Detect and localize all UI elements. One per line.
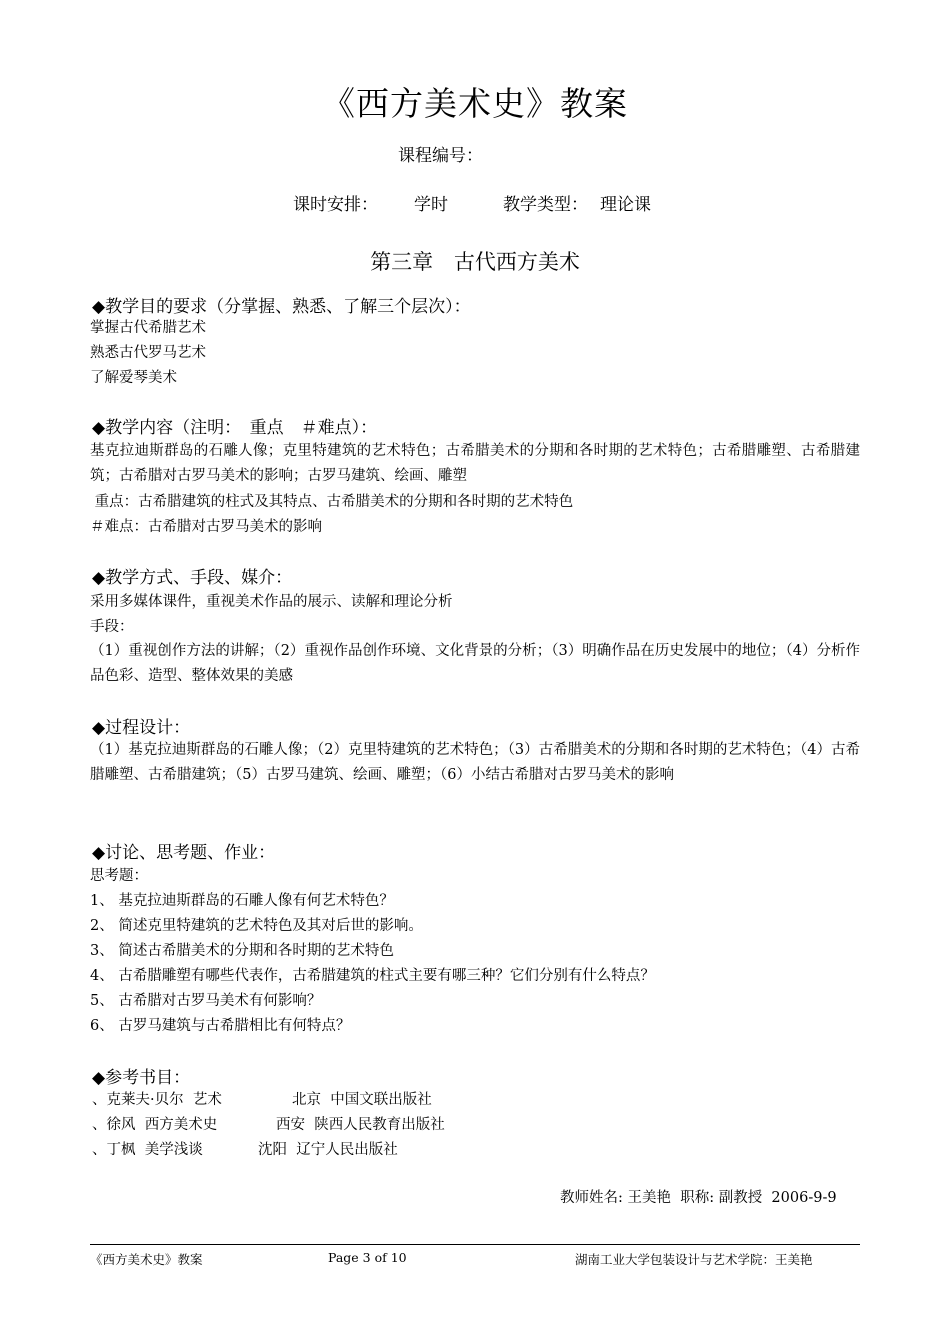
reference-book: 、丁枫 美学浅谈: [92, 1142, 203, 1158]
reference-publisher: 沈阳 辽宁人民出版社: [258, 1142, 398, 1158]
hours-label: 课时安排：: [293, 195, 378, 215]
footer-left: 《西方美术史》教案: [90, 1252, 203, 1267]
key-point-line: 重点：古希腊建筑的柱式及其特点、古希腊美术的分期和各时期的艺术特色: [90, 494, 574, 510]
question-item: 2、 简述克里特建筑的艺术特色及其对后世的影响。: [90, 918, 423, 934]
process-heading: ◆过程设计：: [92, 718, 191, 738]
type-label: 教学类型：: [503, 195, 588, 215]
reference-publisher: 北京 中国文联出版社: [292, 1092, 432, 1108]
process-paragraph: （1）基克拉迪斯群岛的石雕人像；（2）克里特建筑的艺术特色；（3）古希腊美术的分期和各时期的艺术特色；（4）古希腊雕塑、古希腊建筑；（5）古罗马建筑、绘画、雕塑；（6）小结古希腊对古罗马美术的影响: [90, 742, 860, 783]
reference-book: 、徐风 西方美术史: [92, 1117, 218, 1133]
methods-paragraph: （1）重视创作方法的讲解；（2）重视作品创作环境、文化背景的分析；（3）明确作品在历史发展中的地位；（4）分析作品色彩、造型、整体效果的美感: [90, 643, 860, 684]
course-number-label: 课程编号：: [398, 146, 483, 166]
objective-line: 熟悉古代罗马艺术: [90, 345, 206, 361]
questions-label: 思考题：: [90, 868, 148, 884]
objective-line: 了解爱琴美术: [90, 370, 177, 386]
means-label: 手段：: [90, 619, 134, 635]
footer-page-number: Page 3 of 10: [328, 1250, 407, 1265]
type-value: 理论课: [600, 195, 651, 215]
chapter-heading: 第三章 古代西方美术: [370, 250, 580, 274]
reference-book: 、克莱夫·贝尔 艺术: [92, 1092, 222, 1108]
references-heading: ◆参考书目：: [92, 1068, 191, 1088]
objectives-heading: ◆教学目的要求（分掌握、熟悉、了解三个层次）：: [92, 297, 471, 317]
teacher-signature: 教师姓名: 王美艳 职称: 副教授 2006-9-9: [560, 1190, 837, 1206]
methods-line: 采用多媒体课件，重视美术作品的展示、读解和理论分析: [90, 594, 453, 610]
difficulty-line: ＃难点：古希腊对古罗马美术的影响: [90, 519, 322, 535]
content-paragraph: 基克拉迪斯群岛的石雕人像；克里特建筑的艺术特色；古希腊美术的分期和各时期的艺术特色；古希腊雕塑、古希腊建筑；古希腊对古罗马美术的影响；古罗马建筑、绘画、雕塑: [90, 443, 860, 484]
content-heading: ◆教学内容（注明： 重点 ＃难点）：: [92, 418, 378, 438]
footer-divider: [90, 1244, 860, 1245]
question-item: 1、 基克拉迪斯群岛的石雕人像有何艺术特色？: [90, 893, 394, 909]
question-item: 6、 古罗马建筑与古希腊相比有何特点？: [90, 1018, 351, 1034]
hours-value: 学时: [414, 195, 448, 215]
objective-line: 掌握古代希腊艺术: [90, 320, 206, 336]
methods-heading: ◆教学方式、手段、媒介：: [92, 568, 293, 588]
question-item: 5、 古希腊对古罗马美术有何影响？: [90, 993, 322, 1009]
page-title: 《西方美术史》教案: [322, 84, 628, 123]
footer-right: 湖南工业大学包装设计与艺术学院：王美艳: [575, 1252, 813, 1267]
question-item: 4、 古希腊雕塑有哪些代表作，古希腊建筑的柱式主要有哪三种？它们分别有什么特点？: [90, 968, 655, 984]
question-item: 3、 简述古希腊美术的分期和各时期的艺术特色: [90, 943, 394, 959]
discussion-heading: ◆讨论、思考题、作业：: [92, 843, 276, 863]
reference-publisher: 西安 陕西人民教育出版社: [276, 1117, 445, 1133]
